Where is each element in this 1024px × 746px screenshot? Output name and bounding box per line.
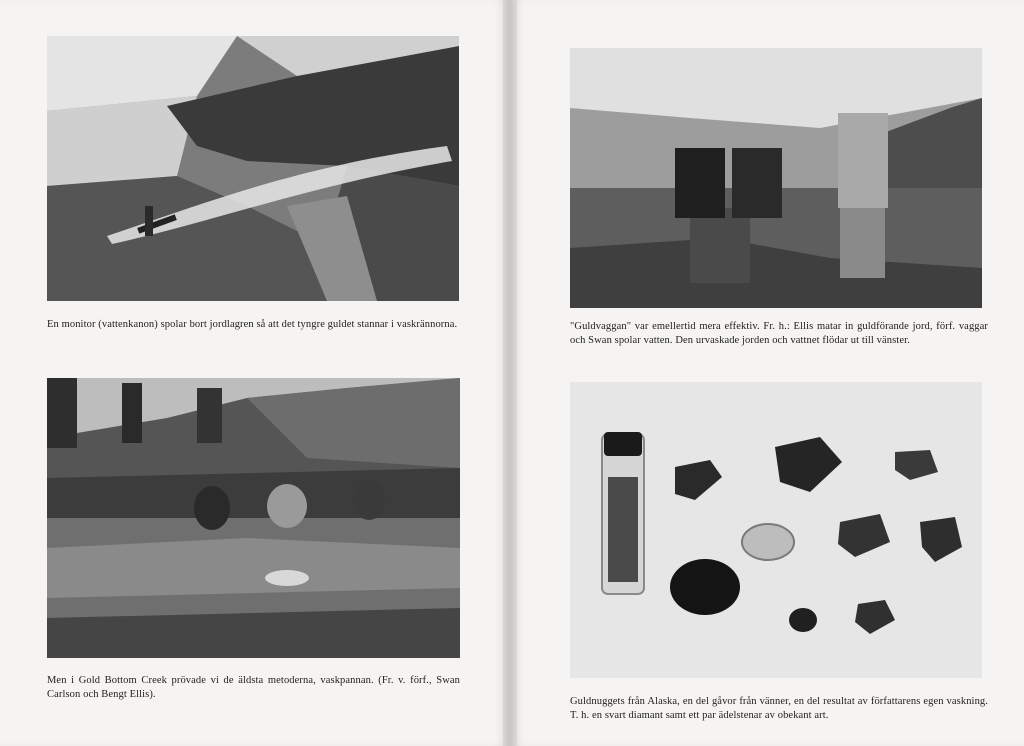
caption-gold-rocker: "Guldvaggan" var emellertid mera effektiv. Fr. h.: Ellis matar in guldförande jord, förf. vaggar och Swan spolar vatten. Den urvaskade jorden och vattnet flödar ut till vänster. <box>570 321 988 346</box>
caption-gold-panning: Men i Gold Bottom Creek prövade vi de äldsta metoderna, vaskpannan. (Fr. v. förf., Swan Carlson och Bengt Ellis). <box>47 675 460 700</box>
caption-monitor: En monitor (vattenkanon) spolar bort jordlagren så att det tyngre guldet stannar i vaskrännorna. <box>47 319 458 330</box>
photo-gold-rocker <box>570 48 982 308</box>
caption-gold-nuggets: Guldnuggets från Alaska, en del gåvor från vänner, en del resultat av författarens egen vaskning. T. h. en svart diamant samt ett par ädelstenar av obekant art. <box>570 696 988 721</box>
book-gutter <box>503 0 517 746</box>
photo-gold-nuggets <box>570 382 982 678</box>
photo-gold-panning <box>47 378 460 658</box>
photo-monitor <box>47 36 459 301</box>
